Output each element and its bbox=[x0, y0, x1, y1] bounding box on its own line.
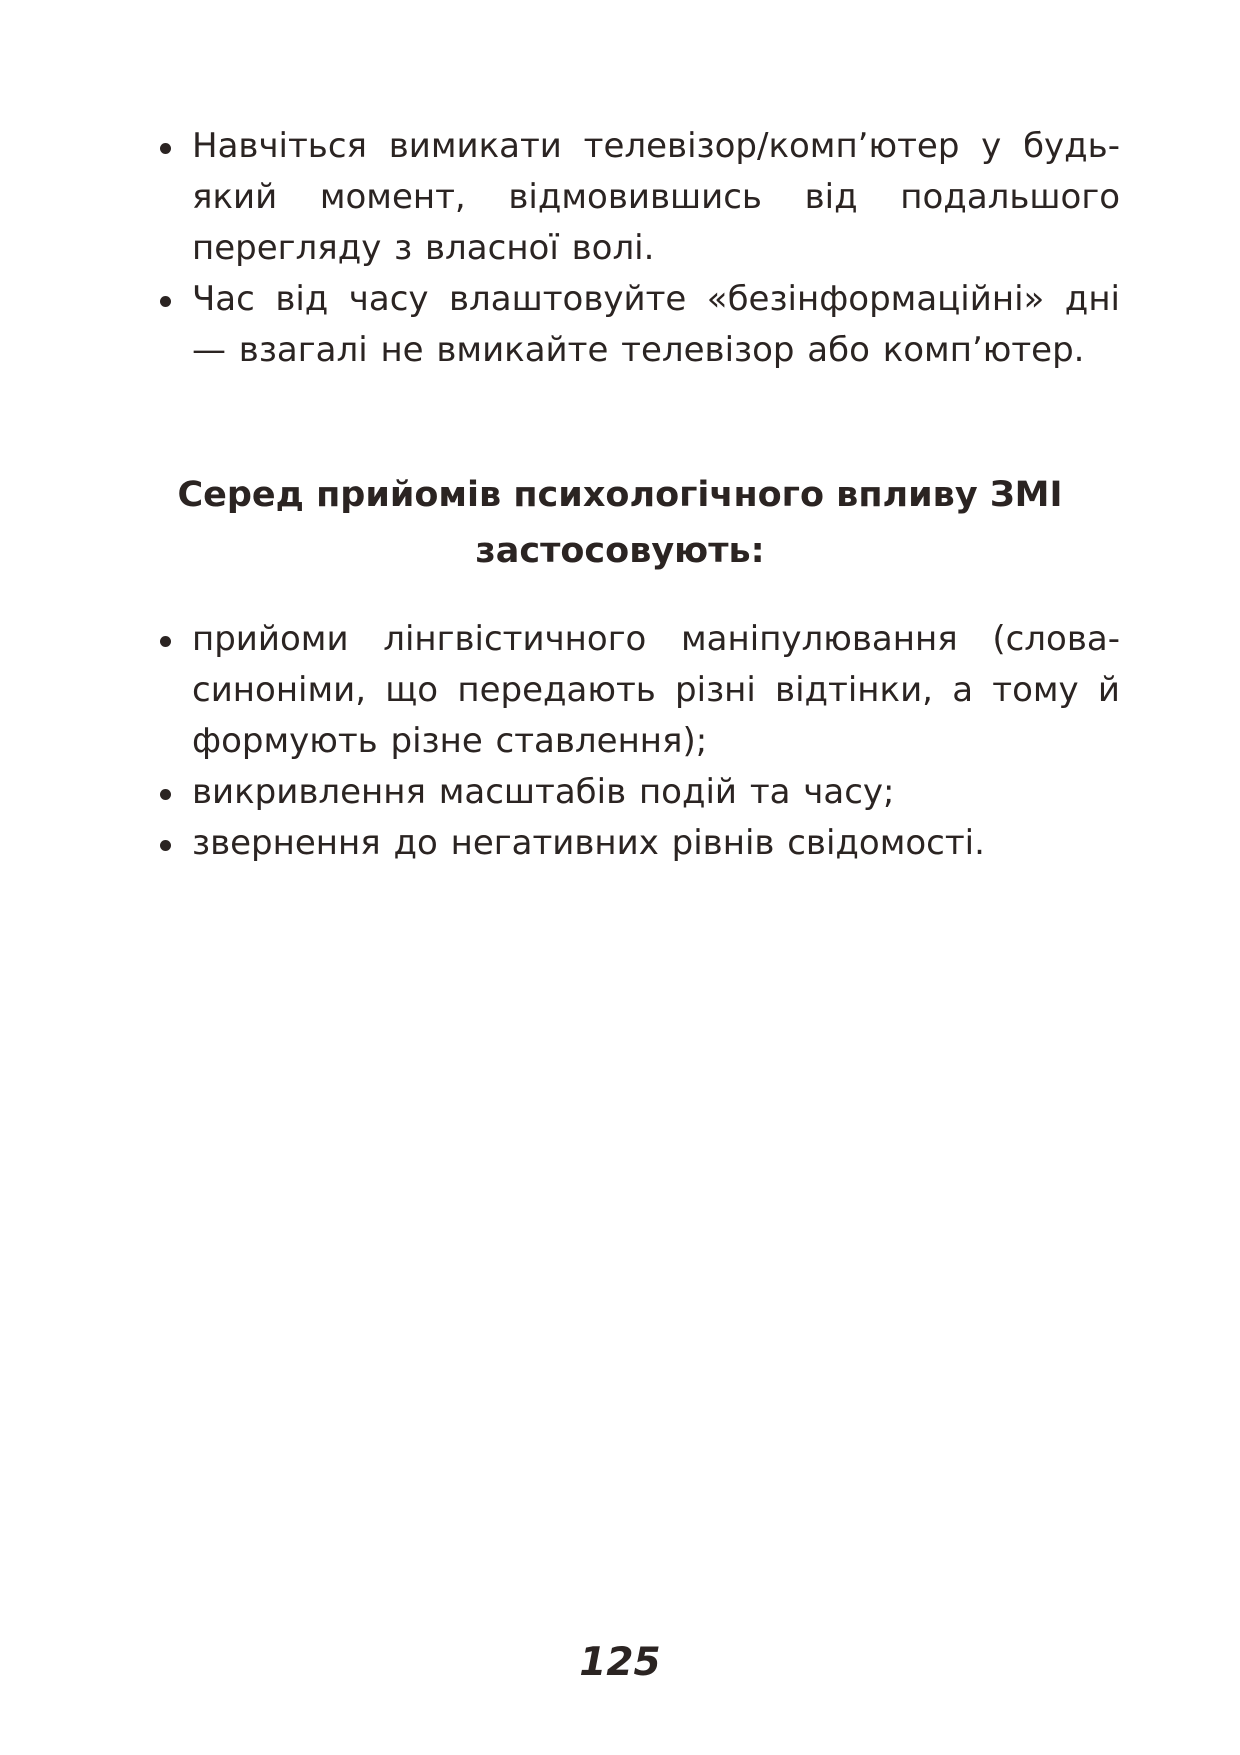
list-item-text: викривлення масштабів подій та часу; bbox=[192, 772, 895, 812]
section-heading: Серед прийомів психологічного впливу ЗМІ застосовують: bbox=[177, 475, 1063, 571]
list-item-text: звернення до негативних рівнів свідомості. bbox=[192, 823, 985, 863]
list-item bbox=[160, 767, 1120, 818]
bullet-icon bbox=[160, 789, 171, 800]
list-item-text: прийоми лінгвістичного маніпулювання (слова-синоніми, що передають різні відтінки, а тому й формують різне ставлення); bbox=[192, 619, 1120, 761]
techniques-list bbox=[160, 614, 1120, 869]
bullet-icon bbox=[160, 143, 171, 154]
list-item bbox=[160, 818, 1120, 869]
list-item-text: Навчіться вимикати телевізор/комп’ютер у будь-який момент, відмовившись від подальшого перегляду з власної волі. bbox=[192, 126, 1120, 268]
list-item bbox=[160, 121, 1120, 274]
advice-list bbox=[160, 121, 1120, 376]
list-item bbox=[160, 274, 1120, 376]
page-number: 125 bbox=[579, 1640, 661, 1685]
list-item bbox=[160, 614, 1120, 767]
bullet-icon bbox=[160, 840, 171, 851]
bullet-icon bbox=[160, 296, 171, 307]
bullet-icon bbox=[160, 636, 171, 647]
list-item-text: Час від часу влаштовуйте «безінформаційні» дні — взагалі не вмикайте телевізор або комп’ютер. bbox=[192, 279, 1120, 370]
